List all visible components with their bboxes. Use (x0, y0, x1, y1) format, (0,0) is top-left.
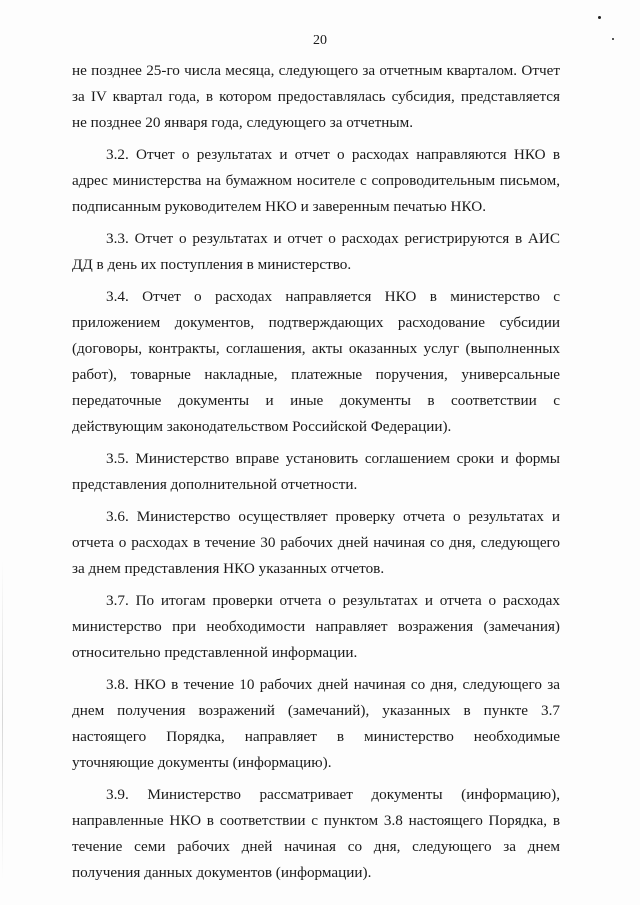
paragraph-3-8: 3.8. НКО в течение 10 рабочих дней начиная со дня, следующего за днем получения возражений (замечаний), указанных в пункте 3.7 настоящего Порядка, направляет в министерство необходимые уточняющие документы (информацию). (72, 676, 560, 771)
paragraph-3-9: 3.9. Министерство рассматривает документы (информацию), направленные НКО в соответствии с пунктом 3.8 настоящего Порядка, в течение семи рабочих дней начиная со дня, следующего за днем получения данных документов (информации). (72, 786, 560, 881)
paragraph-3-2: 3.2. Отчет о результатах и отчет о расходах направляются НКО в адрес министерства на бумажном носителе с сопроводительным письмом, подписанным руководителем НКО и заверенным печатью НКО. (72, 146, 560, 215)
scan-speck (598, 16, 601, 19)
document-body (72, 58, 560, 886)
paragraph-3-5: 3.5. Министерство вправе установить соглашением сроки и формы представления дополнительной отчетности. (72, 450, 560, 493)
paragraph-3-4: 3.4. Отчет о расходах направляется НКО в министерство с приложением документов, подтверждающих расходование субсидии (договоры, контракты, соглашения, акты оказанных услуг (выполненных работ), товарные накладные, платежные поручения, универсальные передаточные документы и иные документы в соответствии с действующим законодательством Российской Федерации). (72, 288, 560, 435)
scan-edge-shadow (2, 560, 3, 880)
scan-speck (612, 38, 614, 40)
paragraph-3-6: 3.6. Министерство осуществляет проверку отчета о результатах и отчета о расходах в течение 30 рабочих дней начиная со дня, следующего за днем представления НКО указанных отчетов. (72, 508, 560, 577)
paragraph-continuation: не позднее 25-го числа месяца, следующего за отчетным кварталом. Отчет за IV квартал года, в котором предоставлялась субсидия, представляется не позднее 20 января года, следующего за отчетным. (72, 62, 560, 131)
paragraph-3-3: 3.3. Отчет о результатах и отчет о расходах регистрируются в АИС ДД в день их поступления в министерство. (72, 230, 560, 273)
paragraph-3-7: 3.7. По итогам проверки отчета о результатах и отчета о расходах министерство при необходимости направляет возражения (замечания) относительно представленной информации. (72, 592, 560, 661)
page-number: 20 (313, 33, 327, 48)
